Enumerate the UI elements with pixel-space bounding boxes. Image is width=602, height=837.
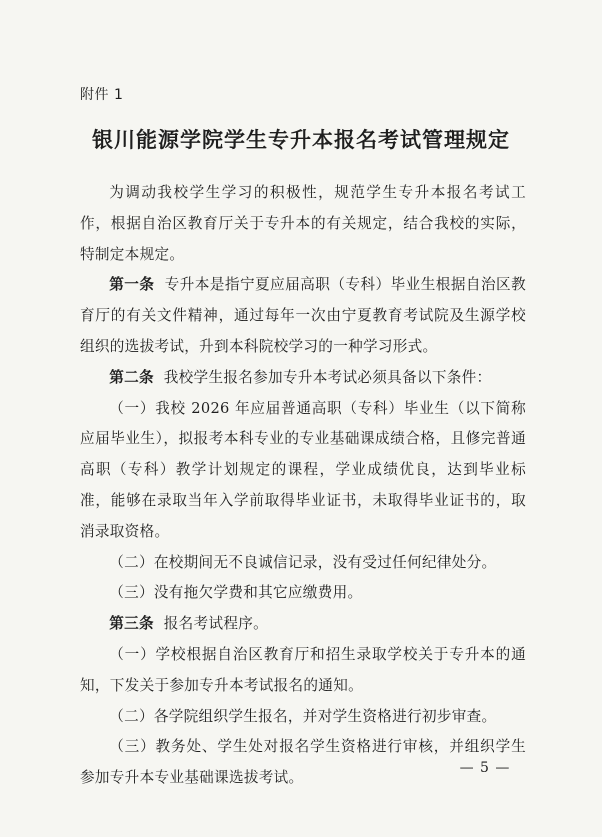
article-3 — [80, 609, 526, 640]
paragraph-text: （一）我校 2026 年应届普通高职（专科）毕业生（以下简称应届毕业生），拟报考本科专业的专业基础课成绩合格，且修完普通高职（专科）教学计划规定的课程，学业成绩优良，达到毕业标准，能够在录取当年入学前取得毕业证书，未取得毕业证书的，取消录取资格。 — [80, 399, 526, 540]
article-heading: 第一条 — [109, 276, 155, 294]
article-3-item-2 — [80, 702, 526, 733]
paragraph-text: 报名考试程序。 — [163, 615, 269, 633]
attachment-label: 附件 1 — [80, 87, 124, 103]
paragraph-text: （三）教务处、学生处对报名学生资格进行审核，并组织学生参加专升本专业基础课选拔考试。 — [80, 738, 526, 787]
article-3-item-1 — [80, 640, 526, 702]
article-heading: 第三条 — [109, 615, 154, 633]
paragraph-intro — [80, 178, 526, 270]
article-2-item-3 — [80, 578, 526, 609]
paragraph-text: 我校学生报名参加专升本考试必须具备以下条件： — [163, 368, 492, 386]
article-2-item-2 — [80, 548, 526, 579]
paragraph-text: （二）各学院组织学生报名，并对学生资格进行初步审查。 — [109, 707, 497, 725]
paragraph-text: （三）没有拖欠学费和其它应缴费用。 — [109, 584, 363, 602]
paragraph-text: 专升本是指宁夏应届高职（专科）毕业生根据自治区教育厅的有关文件精神，通过每年一次由宁夏教育考试院及生源学校组织的选拔考试，升到本科院校学习的一种学习形式。 — [80, 276, 527, 355]
paragraph-text: 为调动我校学生学习的积极性，规范学生专升本报名考试工作，根据自治区教育厅关于专升本的有关规定，结合我校的实际，特制定本规定。 — [80, 184, 526, 263]
article-2-item-1 — [80, 394, 526, 548]
document-body — [80, 178, 526, 794]
article-heading: 第二条 — [109, 368, 154, 386]
paragraph-text: （一）学校根据自治区教育厅和招生录取学校关于专升本的通知，下发关于参加专升本考试报名的通知。 — [80, 645, 526, 694]
document-title: 银川能源学院学生专升本报名考试管理规定 — [92, 128, 510, 152]
article-2 — [80, 363, 526, 394]
article-1 — [80, 270, 526, 362]
page-number: — 5 — — [459, 760, 511, 776]
paragraph-text: （二）在校期间无不良诚信记录，没有受过任何纪律处分。 — [109, 553, 497, 571]
